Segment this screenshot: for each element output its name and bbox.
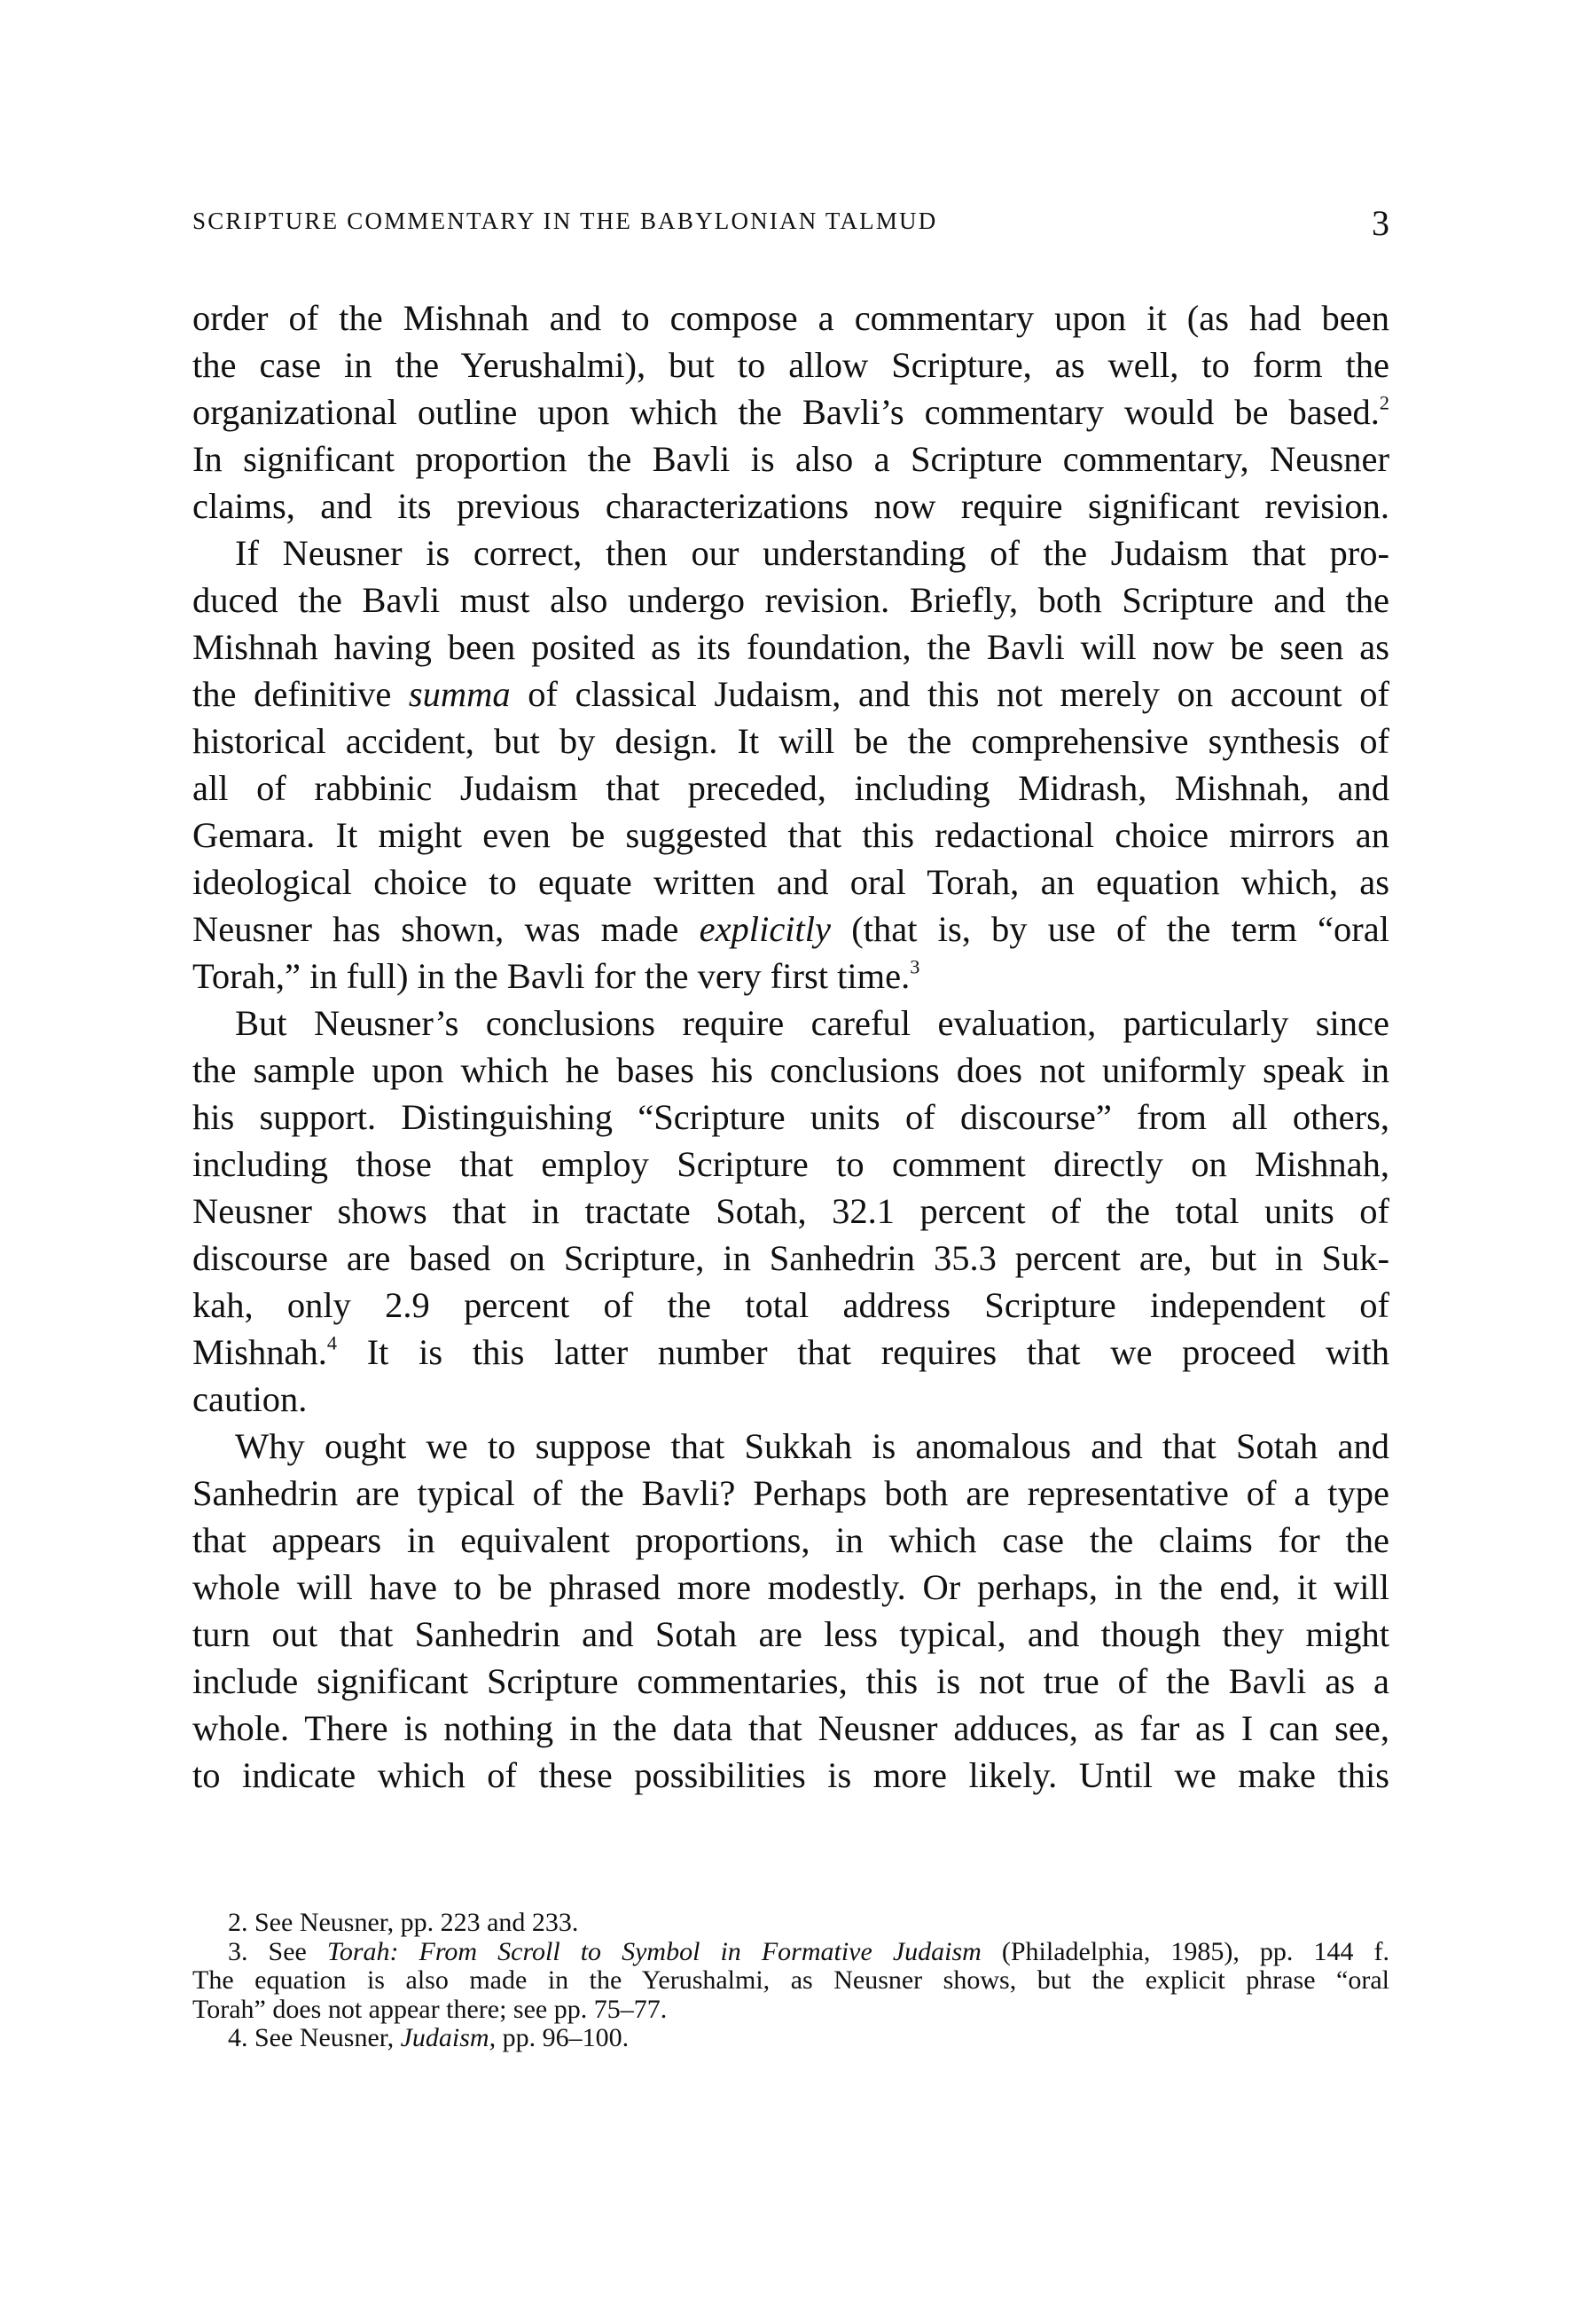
text: But Neusner’s conclusions require careful evaluation, particularly since	[235, 1003, 1389, 1043]
text-line	[192, 906, 1389, 953]
text: Neusner shows that in tractate Sotah, 32.1 percent of the total units of	[192, 1191, 1389, 1231]
text: whole. There is nothing in the data that Neusner adduces, as far as I can see,	[192, 1708, 1389, 1748]
text-line	[192, 1705, 1389, 1752]
text: Mishnah.	[192, 1332, 327, 1372]
text: discourse are based on Scripture, in Sanhedrin 35.3 percent are, but in Suk-	[192, 1238, 1389, 1278]
text: Mishnah having been posited as its foundation, the Bavli will now be seen as	[192, 627, 1389, 667]
text-line	[192, 1000, 1389, 1047]
text: of classical Judaism, and this not merely on account of	[510, 674, 1389, 714]
text: If Neusner is correct, then our understanding of the Judaism that pro-	[235, 533, 1389, 573]
text-line	[192, 1611, 1389, 1658]
text-line	[192, 529, 1389, 576]
text-line	[192, 1752, 1389, 1799]
body-text	[192, 294, 1389, 1799]
text: (that is, by use of the term “oral	[831, 909, 1389, 949]
text-line	[192, 624, 1389, 671]
text: Sanhedrin are typical of the Bavli? Perhaps both are representative of a type	[192, 1473, 1389, 1513]
page-number: 3	[1372, 203, 1389, 243]
footnote-ref: 2	[1379, 391, 1389, 414]
text: kah, only 2.9 percent of the total address Scripture independent of	[192, 1285, 1389, 1325]
text-line	[192, 812, 1389, 859]
text: the sample upon which he bases his conclusions does not uniformly speak in	[192, 1050, 1389, 1090]
footnote-line	[192, 2024, 1389, 2053]
text: whole will have to be phrased more modestly. Or perhaps, in the end, it will	[192, 1567, 1389, 1607]
text: order of the Mishnah and to compose a commentary upon it (as had been	[192, 298, 1389, 338]
text: It is this latter number that requires that we proceed with	[337, 1332, 1389, 1372]
text: organizational outline upon which the Bavli’s commentary would be based.	[192, 392, 1380, 432]
text: his support. Distinguishing “Scripture units of discourse” from all others,	[192, 1097, 1389, 1137]
italic-text: Torah: From Scroll to Symbol in Formative Judaism	[326, 1936, 982, 1966]
text: include significant Scripture commentaries, this is not true of the Bavli as a	[192, 1661, 1389, 1701]
footnote-line	[192, 1909, 1389, 1938]
text-line	[192, 671, 1389, 718]
text: including those that employ Scripture to comment directly on Mishnah,	[192, 1144, 1389, 1184]
text: turn out that Sanhedrin and Sotah are less typical, and though they might	[192, 1614, 1389, 1654]
text-line	[192, 1329, 1389, 1376]
text-line	[192, 1141, 1389, 1188]
page-header	[192, 202, 1389, 241]
italic-text: summa	[408, 674, 511, 714]
text: to indicate which of these possibilities is more likely. Until we make this	[192, 1755, 1389, 1795]
text-line	[192, 1282, 1389, 1329]
footnote-ref: 4	[326, 1331, 338, 1354]
text-line	[192, 1517, 1389, 1564]
text: the case in the Yerushalmi), but to allow Scripture, as well, to form the	[192, 345, 1389, 385]
footnotes	[192, 1909, 1389, 2053]
text: Why ought we to suppose that Sukkah is anomalous and that Sotah and	[235, 1426, 1389, 1466]
text-line	[192, 765, 1389, 812]
text: (Philadelphia, 1985), pp. 144 f.	[981, 1936, 1389, 1966]
text-line	[192, 1376, 1389, 1423]
text-line	[192, 1658, 1389, 1705]
text-line	[192, 388, 1389, 435]
text-line	[192, 435, 1389, 482]
text: Torah” does not appear there; see pp. 75–77.	[192, 1994, 668, 2024]
text: ideological choice to equate written and oral Torah, an equation which, as	[192, 862, 1389, 902]
text-line	[192, 294, 1389, 341]
footnote-ref: 3	[910, 955, 920, 978]
text-line	[192, 859, 1389, 906]
text: 3. See	[228, 1936, 327, 1966]
text: Neusner has shown, was made	[192, 909, 700, 949]
text: Gemara. It might even be suggested that this redactional choice mirrors an	[192, 815, 1389, 855]
italic-text: explicitly	[699, 909, 832, 949]
footnote-line	[192, 1996, 1389, 2025]
text-line	[192, 718, 1389, 765]
footnote-line	[192, 1938, 1389, 1967]
running-head: SCRIPTURE COMMENTARY IN THE BABYLONIAN TALMUD	[192, 208, 938, 234]
text: 2. See Neusner, pp. 223 and 233.	[228, 1908, 579, 1937]
text: In significant proportion the Bavli is also a Scripture commentary, Neusner	[192, 439, 1389, 479]
text-line	[192, 1047, 1389, 1094]
text: 4. See Neusner,	[228, 2023, 401, 2052]
text-line	[192, 1423, 1389, 1470]
text-line	[192, 341, 1389, 388]
text: pp. 96–100.	[496, 2023, 630, 2052]
text-line	[192, 576, 1389, 624]
text-line	[192, 1094, 1389, 1141]
text-line	[192, 953, 1389, 1000]
text: duced the Bavli must also undergo revision. Briefly, both Scripture and the	[192, 580, 1389, 620]
text-line	[192, 1188, 1389, 1235]
text: the definitive	[192, 674, 409, 714]
text: historical accident, but by design. It will be the comprehensive synthesis of	[192, 721, 1389, 761]
text-line	[192, 1564, 1389, 1611]
text-line	[192, 482, 1389, 529]
text: caution.	[192, 1379, 308, 1419]
text: claims, and its previous characterizations now require significant revision.	[192, 486, 1389, 526]
text-line	[192, 1470, 1389, 1517]
text: that appears in equivalent proportions, in which case the claims for the	[192, 1520, 1389, 1560]
text: all of rabbinic Judaism that preceded, including Midrash, Mishnah, and	[192, 768, 1389, 808]
italic-text: Judaism,	[400, 2023, 497, 2052]
text: Torah,” in full) in the Bavli for the very first time.	[192, 956, 911, 996]
text-line	[192, 1235, 1389, 1282]
footnote-line	[192, 1966, 1389, 1996]
text: The equation is also made in the Yerushalmi, as Neusner shows, but the explicit phrase “oral	[192, 1965, 1389, 1995]
